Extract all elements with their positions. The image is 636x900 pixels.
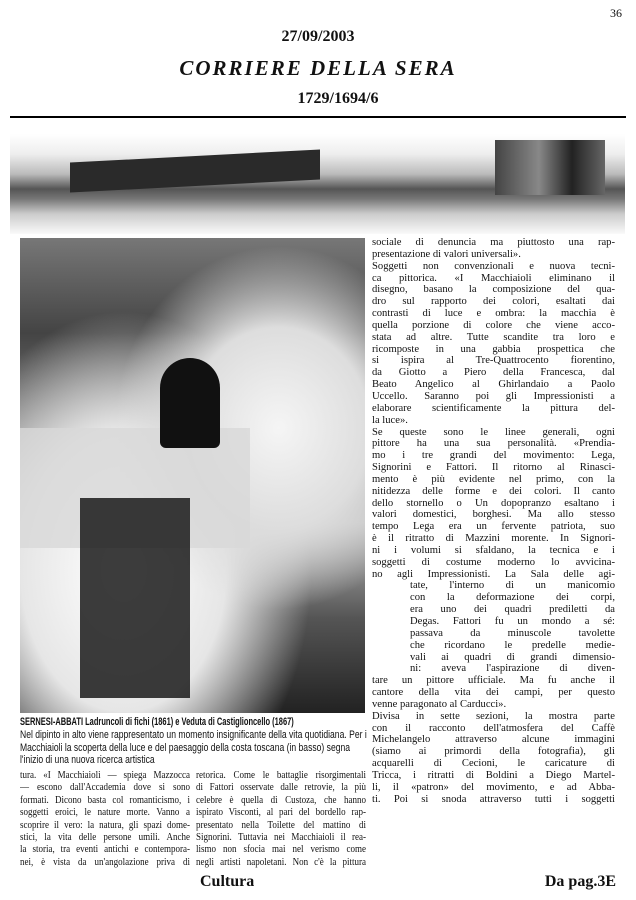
text-line: celebre è quella di Custoza, che hanno xyxy=(196,794,366,806)
photo-caption xyxy=(20,716,370,768)
text-line: sociale di denuncia ma piuttosto una rap- xyxy=(372,237,615,248)
caption-text: Nel dipinto in alto viene rappresentato un momento insignificante della vita quotidiana. Per i Macchiaioli la scoperta della luce e del paesaggio della costa toscana (in basso) segna l'inizio di una nuova ricerca artistica xyxy=(20,729,367,767)
text-line: quella porzione di colore che viene acco- xyxy=(372,319,615,331)
text-line: che ricordano le predelle medie- xyxy=(410,639,615,651)
text-line: (siamo ai primordi della fotografia), gli xyxy=(372,746,615,758)
text-line: di Fattori osservate dalle retrovie, la più xyxy=(196,782,366,794)
text-line: soggetti di costume moderno lo avvicina- xyxy=(372,556,615,568)
text-line: tempo Lega era un fervente patriota, suo xyxy=(372,521,615,533)
caption-title: SERNESI-ABBATI Ladruncoli di fichi (1861) e Veduta di Castiglioncello (1867) xyxy=(20,716,294,728)
text-line: tate, l'interno di un manicomio xyxy=(410,580,615,592)
text-line: li, il «patron» del movimento, e ad Abba- xyxy=(372,781,615,793)
text-line: Soggetti non convenzionali e nuova tecni- xyxy=(372,260,615,272)
text-line: no agli Impressionisti. La Sala delle agi- xyxy=(372,568,615,580)
text-line: ti. Poi si snoda attraverso tutti i soggetti xyxy=(372,793,615,805)
text-line: la storia, tra eventi antichi e contempora- xyxy=(20,844,190,856)
text-line: dello stornello o Un dopopranzo esaltano i xyxy=(372,497,615,509)
publication-date: 27/09/2003 xyxy=(281,28,355,45)
text-line: la luce». xyxy=(372,414,408,426)
text-line: ca pittorica. «I Macchiaioli eliminano il xyxy=(372,272,615,284)
text-line: era uno dei quadri prediletti da xyxy=(410,604,615,616)
text-line: da Giotto a Piero della Francesca, dal xyxy=(372,367,615,379)
text-line: venne paragonato al Carducci». xyxy=(372,698,507,710)
text-line: soggetti eroici, le nature morte. Vanno a xyxy=(20,807,190,819)
text-line: è il ritratto di Mazzini morente. In Signori- xyxy=(372,533,615,545)
text-line: Tricca, i ritratti di Boldini a Diego Martel- xyxy=(372,769,615,781)
page-number: 36 xyxy=(610,6,622,20)
header-rule xyxy=(10,116,626,118)
text-line: nitidezza delle forme e dei colori. Il canto xyxy=(372,485,615,497)
text-line: Uccello. Saranno poi gli Impressionisti a xyxy=(372,390,615,402)
text-line: con la deformazione dei corpi, xyxy=(410,592,615,604)
text-line: tare un pittore ufficiale. Ma fu anche il xyxy=(372,675,615,687)
text-line: Michelangelo attraverso alcune immagini xyxy=(372,734,615,746)
section-label: Cultura xyxy=(200,873,255,890)
text-line: nei, è vista da un'angolazione priva di xyxy=(20,856,190,868)
text-line: dro sul rapporto dei colori, esaltati dai xyxy=(372,296,615,308)
article-column-right xyxy=(372,237,615,806)
text-line: retorica. Come le battaglie risorgimentali xyxy=(196,770,366,781)
newspaper-title: CORRIERE DELLA SERA xyxy=(179,56,457,80)
text-line: presentato nella Toilette del mattino di xyxy=(196,819,366,831)
text-line: Signorini. Tuttavia nei Macchiaioli il rea- xyxy=(196,831,366,843)
text-line: — escono dall'Accademia dove si sono xyxy=(20,782,190,794)
text-line: Se queste sono le linee generali, ogni xyxy=(372,426,615,438)
reference-number: 1729/1694/6 xyxy=(297,90,379,107)
text-line: cantore della vita dei campi, per questo xyxy=(372,687,615,699)
text-line: mento è più evidente nel primo, con la xyxy=(372,473,615,485)
article-column-2 xyxy=(196,770,366,869)
text-line: Signorini e Fattori. Il ritorno al Rinasci- xyxy=(372,462,615,474)
text-line: acquarelli di Cecioni, le caricature di xyxy=(372,758,615,770)
text-line: negli artisti napoletani. Non c'è la pittura xyxy=(196,856,366,868)
text-line: Divisa in sette sezioni, la mostra parte xyxy=(372,710,615,722)
text-line: si ispira al Tre-Quattrocento fiorentino, xyxy=(372,355,615,367)
text-line: ni i volumi si sfaldano, la tecnica e i xyxy=(372,544,615,556)
text-line: stici, la vita delle persone umili. Anche xyxy=(20,831,190,843)
landscape-photo xyxy=(10,134,625,234)
text-line: ricomposte in una gabbia prospettica che xyxy=(372,343,615,355)
text-line: valori domestici, borghesi. Ma allo stesso xyxy=(372,509,615,521)
text-line: Degas. Fattori fu un mondo a sé: xyxy=(410,616,615,627)
text-line: stata ad altre. Tutte scandite tra loro e xyxy=(372,331,615,343)
text-line: disegno, basano la composizione del qua- xyxy=(372,284,615,296)
text-line: ispirato Visconti, al pari del bordello rap- xyxy=(196,807,366,819)
text-line: Beato Angelico al Ghirlandaio a Paolo xyxy=(372,379,615,391)
text-line: passava da minuscole tavolette xyxy=(410,627,615,639)
text-line: mo i tre grandi del movimento: Lega, xyxy=(372,450,615,462)
text-line: lismo non sfocia mai nel verismo come xyxy=(196,844,366,856)
text-line: pittore ha una sua personalità. «Prendia- xyxy=(372,438,615,450)
text-line: contrasti di luce e ombra: la macchia è xyxy=(372,308,615,320)
article-column-1 xyxy=(20,770,190,869)
text-line: ni: aveva l'aspirazione di diven- xyxy=(410,663,615,675)
text-line: con il racconto dell'atmosfera del Caffè xyxy=(372,722,615,734)
text-line: formati. Dicono basta col romanticismo, i xyxy=(20,794,190,806)
text-line: presentazione di valori universali». xyxy=(372,248,521,260)
painting-photo xyxy=(20,238,365,713)
text-line: tura. «I Macchiaioli — spiega Mazzocca xyxy=(20,770,190,781)
text-line: vali ai quadri di grandi dimensio- xyxy=(410,651,615,663)
continued-from-label: Da pag.3E xyxy=(544,873,616,890)
text-line: scoprire il vero: la natura, gli spazi dome- xyxy=(20,819,190,831)
text-line: elaborare scientificamente la pittura del- xyxy=(372,402,615,414)
